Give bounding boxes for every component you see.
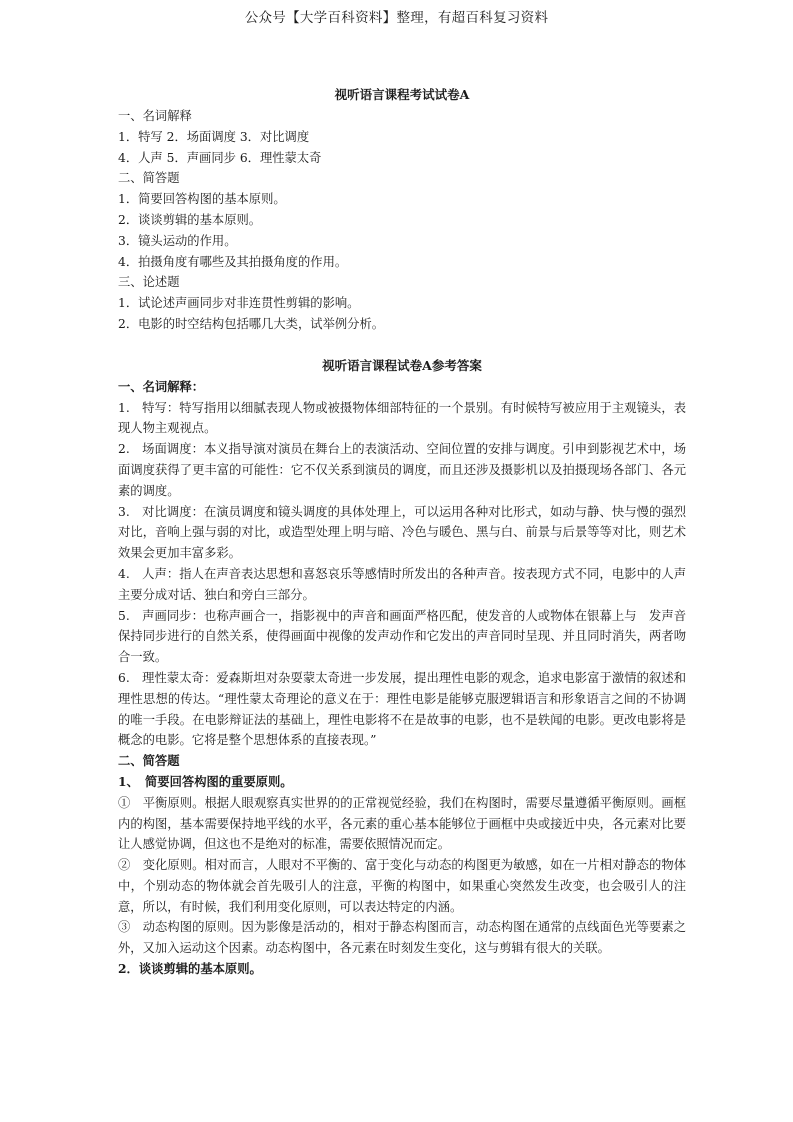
question-heading: 1、 简要回答构图的重要原则。 xyxy=(118,773,293,789)
principle-paragraph: ② 变化原则。相对而言，人眼对不平衡的、富于变化与动态的构图更为敏感，如在一片相对静态的物体中，个别动态的物体就会首先吸引人的注意，平衡的构图中，如果重心突然发生改变，也会吸引人的注意，所以，有时候，我们利用变化原则，可以表达特定的内涵。 xyxy=(118,858,686,914)
section-gap xyxy=(118,335,686,355)
exam-line: 1．试论述声画同步对非连贯性剪辑的影响。 xyxy=(118,296,360,311)
exam-line: 三、论述题 xyxy=(118,275,180,290)
exam-line: 4．人声 5．声画同步 6．理性蒙太奇 xyxy=(118,150,322,165)
exam-line: 1．简要回答构图的基本原则。 xyxy=(118,192,286,207)
term-paragraph: 6. 理性蒙太奇：爱森斯坦对杂耍蒙太奇进一步发展，提出理性电影的观念，追求电影富于激情的叙述和理性思想的传达。“理性蒙太奇理论的意义在于：理性电影是能够克服逻辑语言和形象语言之间的不协调的唯一手段。在电影辩证法的基础上，理性电影将不在是故事的电影，也不是轶闻的电影。更改电影将是概念的电影。它将是整个思想体系的直接表现。” xyxy=(118,670,686,748)
exam-line: 2．电影的时空结构包括哪几大类，试举例分析。 xyxy=(118,316,385,331)
section-heading: 一、名词解释： xyxy=(118,378,205,394)
term-paragraph: 2. 场面调度：本义指导演对演员在舞台上的表演活动、空间位置的安排与调度。引申到影视艺术中，场面调度获得了更丰富的可能性：它不仅关系到演员的调度，而且还涉及摄影机以及拍摄现场各部门、各元素的调度。 xyxy=(118,442,686,498)
term-paragraph: 3. 对比调度：在演员调度和镜头调度的具体处理上，可以运用各种对比形式，如动与静、快与慢的强烈对比，音响上强与弱的对比，或造型处理上明与暗、冷色与暖色、黑与白、前景与后景等等对比，则艺术效果会更加丰富多彩。 xyxy=(118,504,686,561)
term-paragraph: 4. 人声：指人在声音表达思想和喜怒哀乐等感情时所发出的各种声音。按表现方式不同，电影中的人声主要分成对话、独白和旁白三部分。 xyxy=(118,566,686,602)
exam-line: 1．特写 2．场面调度 3．对比调度 xyxy=(118,129,310,144)
exam-question-list xyxy=(118,106,686,335)
exam-line: 一、名词解释 xyxy=(118,109,192,123)
document-body xyxy=(118,84,686,980)
principle-paragraph: ① 平衡原则。根据人眼观察真实世界的的正常视觉经验，我们在构图时，需要尽量遵循平衡原则。画框内的构图，基本需要保持地平线的水平，各元素的重心基本能够位于画框中央或接近中央，各元素对比要让人感觉协调，但这也不是绝对的标准，需要依照情况而定。 xyxy=(118,795,686,852)
term-paragraph: 5. 声画同步：也称声画合一，指影视中的声音和画面严格匹配，使发音的人或物体在银幕上与 发声音保持同步进行的自然关系，使得画面中视像的发声动作和它发出的声音同时呈现、并且同时消失，两者吻合一致。 xyxy=(118,608,686,665)
answer-title: 视听语言课程试卷A参考答案 xyxy=(322,357,482,373)
exam-line: 2．谈谈剪辑的基本原则。 xyxy=(118,212,262,227)
exam-line: 4．拍摄角度有哪些及其拍摄角度的作用。 xyxy=(118,254,348,269)
term-paragraph: 1. 特写：特写指用以细腻表现人物或被摄物体细部特征的一个景别。有时候特写被应用于主观镜头，表现人物主观视点。 xyxy=(118,400,686,436)
exam-line: 3．镜头运动的作用。 xyxy=(118,233,237,248)
principle-paragraph: ③ 动态构图的原则。因为影像是活动的，相对于静态构图而言，动态构图在通常的点线面色光等要素之外，又加入运动这个因素。动态构图中，各元素在时刻发生变化，这与剪辑有很大的关联。 xyxy=(118,920,686,956)
question-heading: 2．谈谈剪辑的基本原则。 xyxy=(118,961,262,977)
exam-title: 视听语言课程考试试卷A xyxy=(334,87,470,102)
page-header: 公众号【大学百科资料】整理，有超百科复习资料 xyxy=(244,10,549,26)
exam-line: 二、简答题 xyxy=(118,171,180,186)
section-heading: 二、简答题 xyxy=(118,753,180,769)
